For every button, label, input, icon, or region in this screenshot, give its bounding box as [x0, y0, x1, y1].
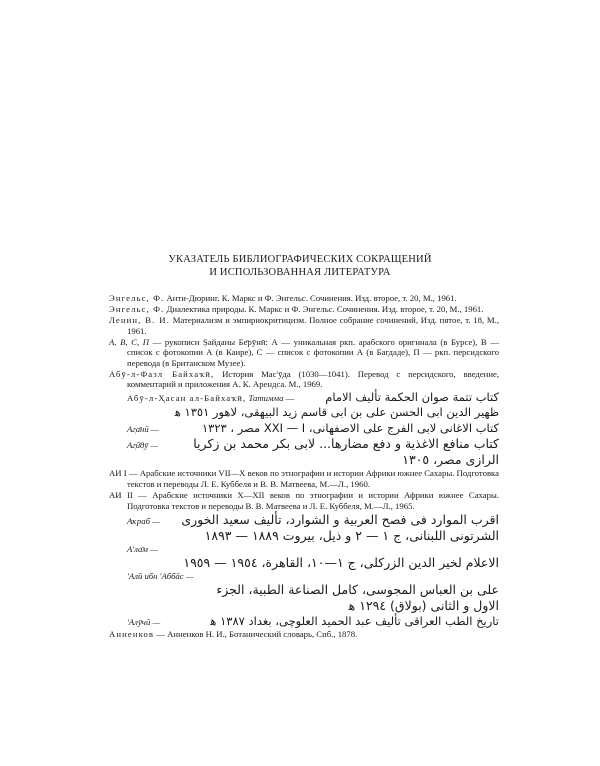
bib-entry — [109, 315, 499, 336]
entry-key: А'ла̄м — [127, 544, 148, 555]
bib-entry — [109, 490, 499, 511]
bib-entry — [109, 421, 499, 436]
bib-entry — [109, 369, 499, 390]
entry-key: Абӯ-л-Ҳасан ал-Байхаҡӣ, — [127, 393, 247, 404]
entry-text: — Анненков Н. И., Ботанический словарь, Спб., 1878. — [154, 629, 358, 640]
entry-key: А, В, С, П — [109, 336, 149, 347]
arabic-line: الرازى مصر، ١٣٠٥ — [402, 452, 499, 468]
bib-entry — [109, 614, 499, 629]
bib-entry — [109, 436, 499, 468]
entry-dash: — — [183, 571, 194, 581]
entry-key: Анненков — [109, 629, 155, 640]
bib-entry — [109, 571, 499, 614]
bibliography-list — [109, 293, 499, 640]
bib-entry — [109, 293, 499, 304]
entry-key: Аг̣а̄нӣ — [127, 423, 149, 434]
entry-text: Материализм и эмпириокритицизм. Полное собрание сочинений, Изд. пятое, т. 18, М., 1961. — [127, 314, 499, 336]
entry-key: Энгельс, Ф. — [109, 303, 165, 314]
entry-text: — рукописи Ṣайданы Бе̄рӯнӣ: А — уникальная ркп. арабского оригинала (в Бурсе), В — список с фотокопии А (в Каире), С — список с фотокопии А (в Багдаде), П — ркп. персидского перевода (в Британском Музее). — [127, 336, 500, 368]
entry-key: Аг̣ӣ̄дӯ — [127, 440, 149, 451]
bib-entry — [109, 544, 499, 571]
entry-key: 'Алӯчӣ — [127, 616, 151, 627]
bib-entry — [109, 468, 499, 489]
entry-key: Абӯ-л-Фазл Байхаҡӣ, — [109, 368, 215, 379]
bib-entry — [109, 390, 499, 420]
arabic-line: الاعلام لخير الدين الزركلى، ج ١—١٠، القاهرة، ١٩٥٤ — ١٩٥٩ — [183, 554, 499, 570]
section-heading-line1: УКАЗАТЕЛЬ БИБЛИОГРАФИЧЕСКИХ СОКРАЩЕНИЙ — [168, 254, 432, 265]
entry-text: — Арабские источники X—XII веков по этнографии и истории Африки южнее Сахары. Подготовка текстов и переводы В. В. Матвеева и Л. Е. Куббеля, М.—Л., 1965. — [127, 490, 499, 511]
arabic-line: ظهير الدين ابى الحسن على بن ابى قاسم زيد البيهقى، لاهور ١٣٥١ ﻫ — [174, 405, 499, 420]
bib-entry — [109, 304, 499, 315]
arabic-line: كتاب تتمة صوان الحكمة تأليف الامام — [325, 390, 499, 405]
entry-dash: — — [150, 616, 161, 627]
entry-dash: — — [149, 515, 160, 526]
arabic-line: كتاب الاغانى لابى الفرج على الاصفهانى، XXI — I مصر ، ١٣٢٣ — [201, 420, 499, 435]
entry-key: АИ II — [109, 490, 133, 501]
entry-dash: — — [148, 440, 159, 451]
bib-entry — [109, 512, 499, 544]
arabic-line: الاول و الثانى (بولاق) ١٢٩٤ ﻫ — [348, 597, 499, 613]
entry-dash: — — [148, 423, 159, 434]
entry-text: Анти-Дюринг. К. Маркс и Ф. Энгельс. Сочинения. Изд. второе, т. 20, М., 1961. — [164, 293, 457, 303]
arabic-line: تاريخ الطب العراقى تأليف عبد الحميد العلوچى، بغداد ١٣٨٧ ﻫ — [210, 613, 499, 628]
entry-key: 'Алӣ ибн 'Аббāс — [127, 571, 184, 581]
arabic-line: على بن العباس المجوسى، كامل الصناعة الطبية، الجزء — [216, 581, 499, 597]
entry-key: АИ I — [109, 468, 127, 479]
entry-text: Диалектика природы. К. Маркс и Ф. Энгельс. Сочинения. Изд. второе, т. 20, М., 1961. — [164, 303, 484, 314]
entry-text: — Арабские источники VII—X веков по этнографии и истории Африки южнее Сахары. Подготовка текстов и переводы Л. Е. Куббеля и В. В. Матвеева, М.—Л., 1960. — [126, 468, 499, 490]
section-heading-line2: И ИСПОЛЬЗОВАННАЯ ЛИТЕРАТУРА — [209, 267, 391, 278]
arabic-line: كتاب منافع الاغذية و دفع مضارها... لابى بكر محمد بن زكريا — [193, 436, 499, 452]
bib-entry — [109, 337, 499, 369]
entry-dash: — — [283, 393, 295, 404]
entry-key: Энгельс, Ф. — [109, 293, 165, 303]
entry-dash: — — [147, 544, 158, 555]
entry-text: История Мас'ӯда (1030—1041). Перевод с персидского, введение, комментарий и приложения А. К. Арендса. М., 1969. — [127, 368, 499, 390]
entry-key: Ленин, В. И. — [109, 314, 170, 325]
arabic-line: اقرب الموارد فى فصح العربية و الشوارد، تأليف سعيد الخورى — [181, 511, 499, 527]
bib-entry — [109, 629, 499, 640]
arabic-line: الشرتونى اللبنانى، ج ١ — ٢ و ذيل، بيروت ١٨٨٩ — ١٨٩٣ — [204, 527, 499, 543]
entry-key: Аҡраб — [127, 515, 150, 526]
entry-title: Татимма — [248, 393, 284, 404]
